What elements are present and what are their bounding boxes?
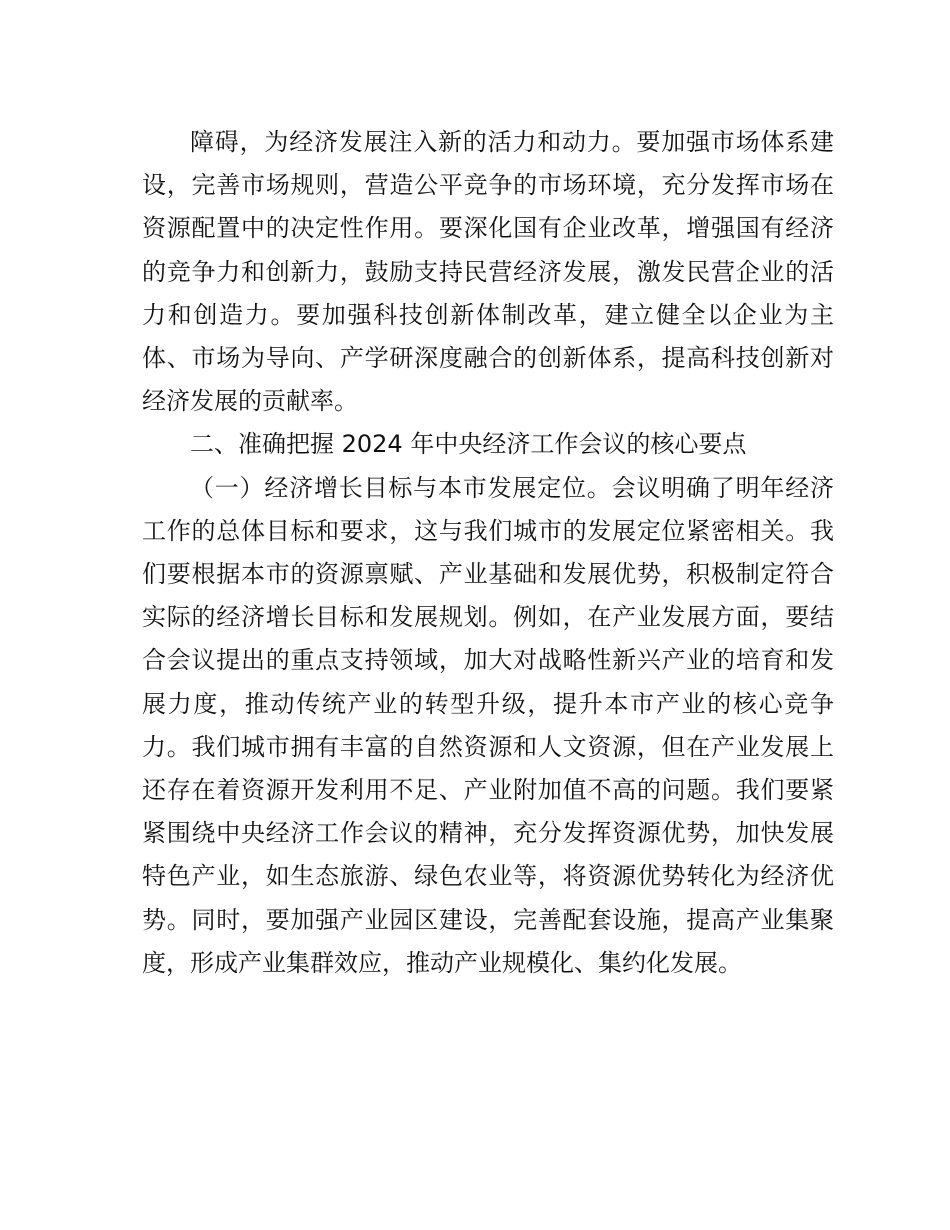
paragraph-growth-target: （一）经济增长目标与本市发展定位。会议明确了明年经济工作的总体目标和要求，这与我们城市的发展定位紧密相关。我们要根据本市的资源禀赋、产业基础和发展优势，积极制定符合实际的经济增长目标和发展规划。例如，在产业发展方面，要结合会议提出的重点支持领域，加大对战略性新兴产业的培育和发展力度，推动传统产业的转型升级，提升本市产业的核心竞争力。我们城市拥有丰富的自然资源和人文资源，但在产业发展上还存在着资源开发利用不足、产业附加值不高的问题。我们要紧紧围绕中央经济工作会议的精神，充分发挥资源优势，加快发展特色产业，如生态旅游、绿色农业等，将资源优势转化为经济优势。同时，要加强产业园区建设，完善配套设施，提高产业集聚度，形成产业集群效应，推动产业规模化、集约化发展。 — [142, 473, 834, 977]
section-heading-2: 二、准确把握 2024 年中央经济工作会议的核心要点 — [190, 430, 747, 459]
paragraph-reform-continuation: 障碍，为经济发展注入新的活力和动力。要加强市场体系建设，完善市场规则，营造公平竞争的市场环境，充分发挥市场在资源配置中的决定性作用。要深化国有企业改革，增强国有经济的竞争力和创新力，鼓励支持民营经济发展，激发民营企业的活力和创造力。要加强科技创新体制改革，建立健全以企业为主体、市场为导向、产学研深度融合的创新体系，提高科技创新对经济发展的贡献率。 — [142, 128, 834, 416]
document-body — [142, 121, 834, 985]
